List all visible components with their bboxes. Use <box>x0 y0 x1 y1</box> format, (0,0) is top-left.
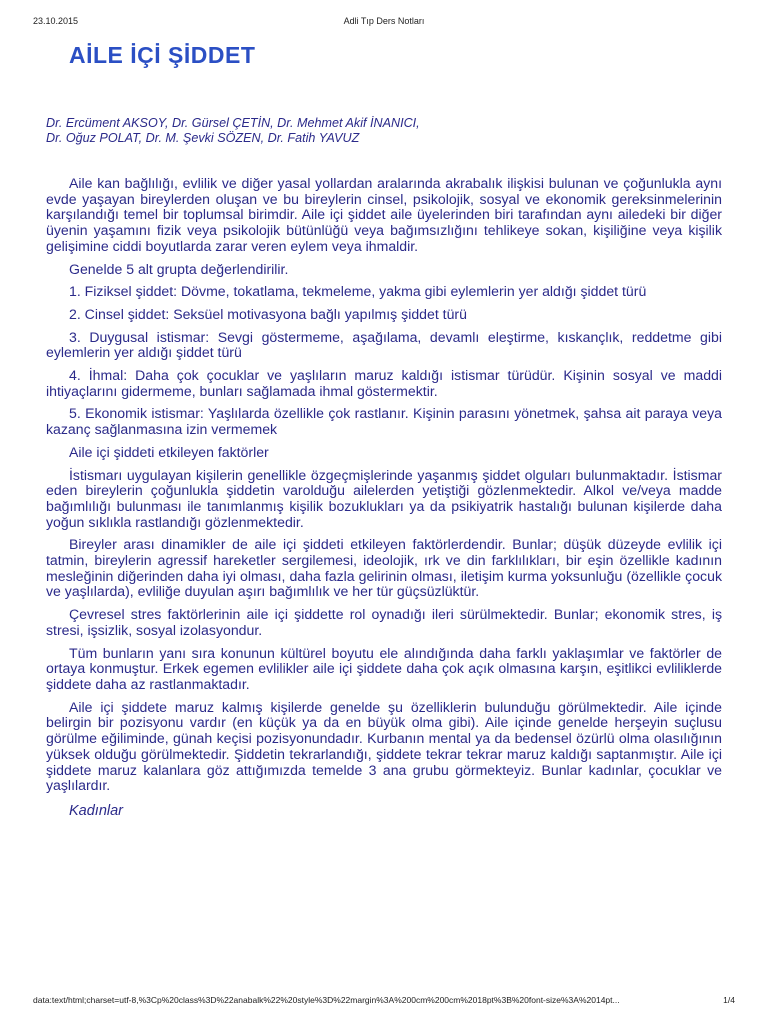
section-heading-women: Kadınlar <box>69 802 124 819</box>
list-item-economic: 5. Ekonomik istismar: Yaşlılarda özellikle çok rastlanır. Kişinin parasını yönetmek, şahsa ait paraya veya kazanç sağlanmasına izin vermemek <box>46 405 722 438</box>
list-item-emotional: 3. Duygusal istismar: Sevgi göstermeme, aşağılama, devamlı eleştirme, kıskançlık, reddetme gibi eylemlerin yer aldığı şiddet türü <box>46 328 722 361</box>
authors-line: Dr. Ercüment AKSOY, Dr. Gürsel ÇETİN, Dr. Mehmet Akif İNANICI, <box>46 116 420 130</box>
paragraph-environmental: Çevresel stres faktörlerinin aile içi şiddette rol oynadığı ileri sürülmektedir. Bunlar; ekonomik stres, iş stresi, işsizlik, sosyal izolasyondur. <box>46 606 722 638</box>
list-item-neglect: 4. İhmal: Daha çok çocuklar ve yaşlıların maruz kaldığı istismar türüdür. Kişinin sosyal ve maddi ihtiyaçlarını gidermeme, bunları sağlamada ihmal göstermektir. <box>46 367 722 399</box>
page-title: AİLE İÇİ ŞİDDET <box>69 42 256 68</box>
paragraph-interpersonal: Bireyler arası dinamikler de aile içi şiddeti etkileyen faktörlerdendir. Bunlar; düşük düzeyde evlilik içi tatmin, bireylerin agressif hareketler sergilemesi, ideolojik, ırk ve din farklılıkları, bir eşin özellikle kadının mesleğinin diğerinden daha iyi olması, daha fazla gelirinin olması, iletişim kurma yoksunluğu (özellikle çocuk ve yaşlılarda), evliliğe duyulan aşırı bağımlılık ve her tür güçsüzlüktür. <box>46 536 722 600</box>
authors-line: Dr. Oğuz POLAT, Dr. M. Şevki SÖZEN, Dr. Fatih YAVUZ <box>46 131 360 145</box>
list-item-physical: 1. Fiziksel şiddet: Dövme, tokatlama, tekmeleme, yakma gibi eylemlerin yer aldığı şiddet türü <box>69 283 647 300</box>
paragraph-definition: Aile kan bağlılığı, evlilik ve diğer yasal yollardan aralarında akrabalık ilişkisi bulunan ve çoğunlukla aynı evde yaşayan bireylerden oluşan ve bu bireylerin cinsel, psikolojik, sosyal ve ekonomik gereksinmelerinin karşılandığı temel bir toplumsal birimdir. Aile içi şiddet aile üyelerinden biri tarafından aynı ailedeki bir diğer üyenin yaşamını fizik veya psikolojik bütünlüğü veya bağımsızlığını tehlikeye sokan, kişiliğine veya kişilik gelişimine ciddi boyutlarda zarar veren eylem veya ihmaldir. <box>46 175 722 254</box>
print-url: data:text/html;charset=utf-8,%3Cp%20class%3D%22anabalk%22%20style%3D%22margin%3A%200cm%200cm%2018pt%3B%20font-size%3A%2014pt... <box>33 995 620 1005</box>
authors <box>46 116 726 146</box>
paragraph-victims: Aile içi şiddete maruz kalmış kişilerde genelde şu özelliklerin bulunduğu görülmektedir. Aile içinde belirgin bir pozisyonu vardır (en küçük ya da en büyük olma gibi). Aile içinde genelde herşeyin suçlusu görülme eğiliminde, günah keçisi pozisyonundadır. Kurbanın mental ya da bedensel özürlü olma olasılığının yüksek olduğu görülmektedir. Şiddetin tekrarlandığı, şiddete tekrar tekrar maruz kaldığı saptanmıştır. Aile içi şiddete maruz kalanlara göz attığımızda temelde 3 ana grubu görmekteyiz. Bunlar kadınlar, çocuklar ve yaşlılardır. <box>46 698 722 794</box>
print-header <box>33 16 735 30</box>
paragraph-abuser-history: İstismarı uygulayan kişilerin genellikle özgeçmişlerinde yaşanmış şiddet olguları bulunmaktadır. İstismar eden bireylerin çoğunlukla şiddetin varolduğu ailelerden yetiştiği gözlenmektedir. Alkol ve/veya madde bağımlılığı bulunması ile tanımlanmış kişilik bozuklukları ya da psikiyatrik hastalığı bulunan kişilerde daha yoğun sıklıkla rastlandığı gözlenmektedir. <box>46 466 722 530</box>
page-number: 1/4 <box>723 995 735 1005</box>
print-document-title: Adli Tıp Ders Notları <box>343 16 425 26</box>
print-date: 23.10.2015 <box>33 16 79 26</box>
article-body <box>46 176 722 827</box>
print-footer <box>33 995 735 1009</box>
paragraph-cultural: Tüm bunların yanı sıra konunun kültürel boyutu ele alındığında daha farklı yaklaşımlar ve faktörler de ortaya konmuştur. Erkek egemen evlilikler aile içi şiddete daha çok açık olmasına karşın, eşitlikci evliliklerde şiddete daha az rastlanmaktadır. <box>46 644 722 692</box>
list-item-sexual: 2. Cinsel şiddet: Seksüel motivasyona bağlı yapılmış şiddet türü <box>69 305 467 322</box>
subheading-factors: Aile içi şiddeti etkileyen faktörler <box>69 443 269 460</box>
paragraph-subgroups-intro: Genelde 5 alt grupta değerlendirilir. <box>69 260 289 277</box>
